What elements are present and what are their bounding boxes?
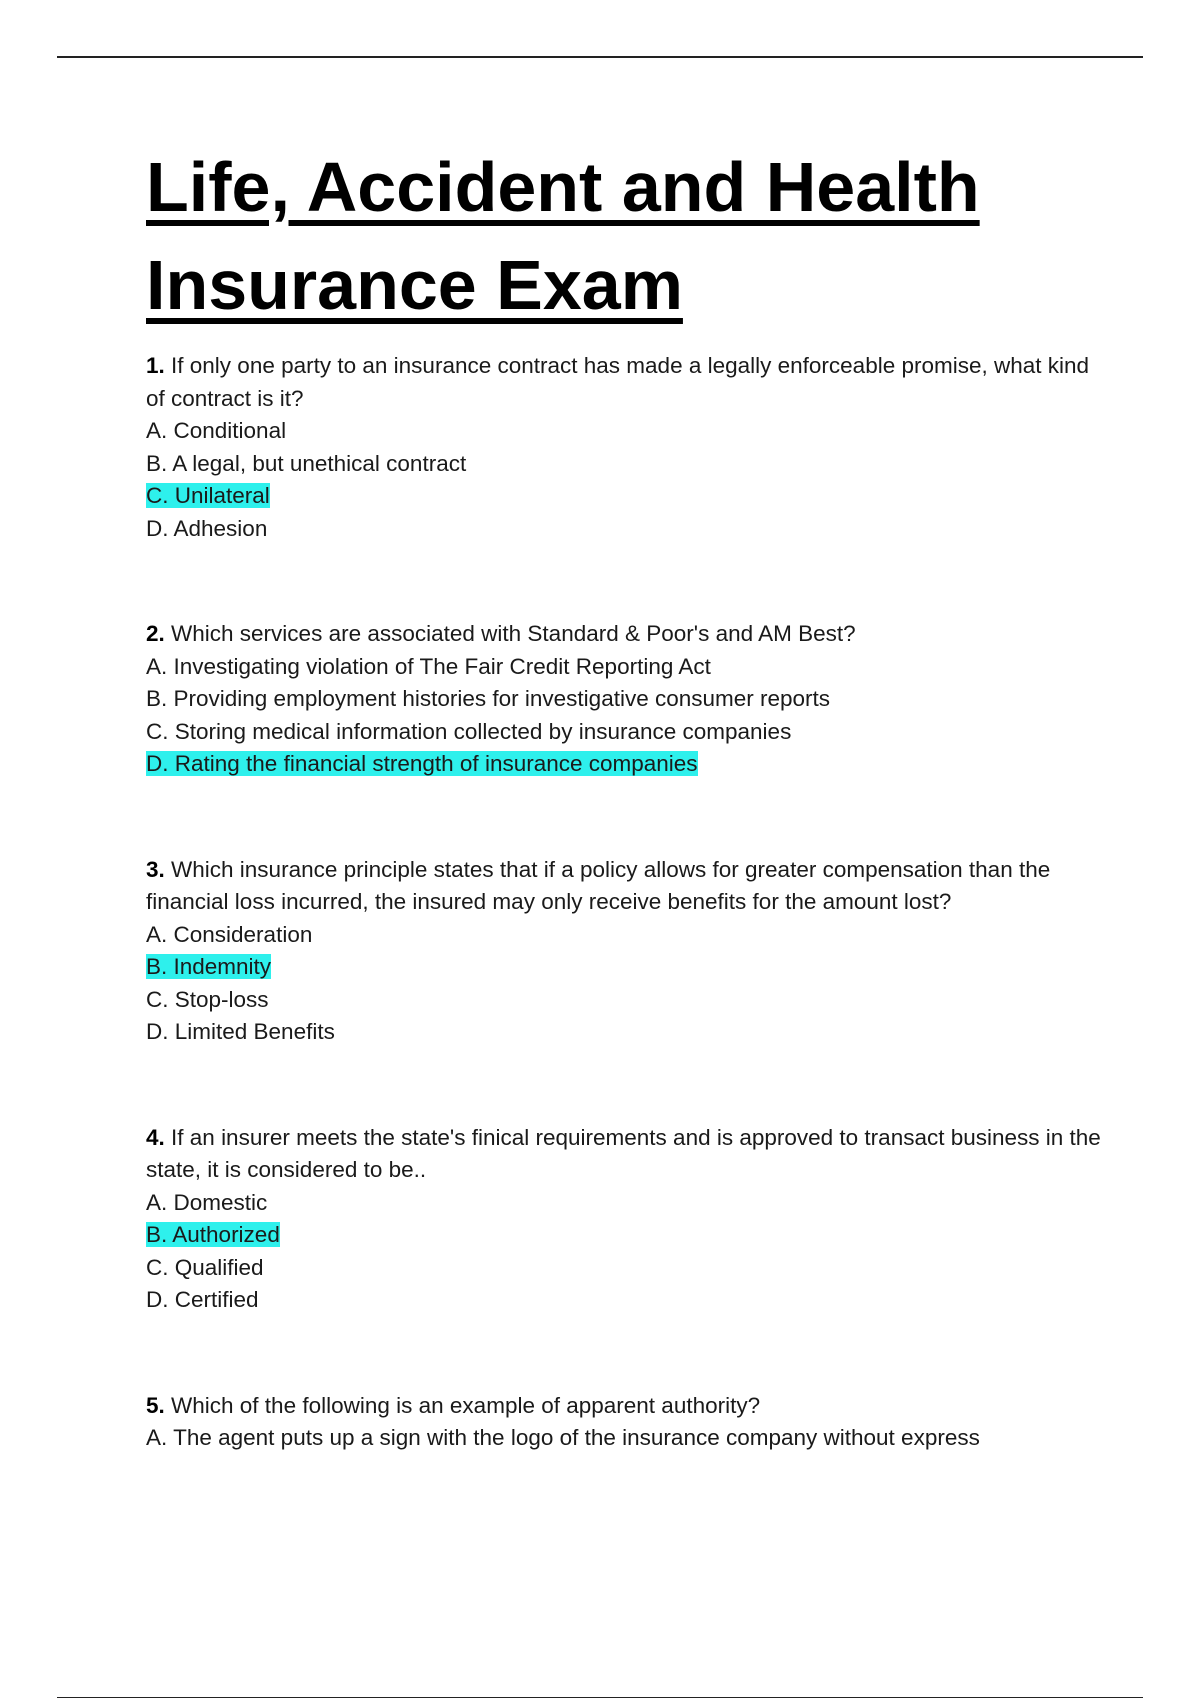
answer-option: C. Qualified bbox=[146, 1254, 264, 1280]
question-prompt: If an insurer meets the state's finical requirements and is approved to transact business in the state, it is considered to be.. bbox=[146, 1124, 1101, 1182]
question-prompt: If only one party to an insurance contract has made a legally enforceable promise, what kind of contract is it? bbox=[146, 353, 1090, 411]
question-2 bbox=[146, 618, 1106, 781]
title-line-2: Insurance Exam bbox=[146, 246, 683, 324]
answer-option: D. Limited Benefits bbox=[146, 1019, 335, 1044]
question-prompt: Which services are associated with Standard & Poor's and AM Best? bbox=[171, 621, 856, 646]
correct-answer-highlight: B. Indemnity bbox=[146, 954, 272, 979]
question-text bbox=[146, 618, 1106, 651]
question-list bbox=[146, 350, 1106, 1455]
document-body bbox=[146, 138, 1106, 1455]
question-number: 3. bbox=[146, 856, 165, 882]
question-4 bbox=[146, 1122, 1106, 1317]
bottom-rule bbox=[57, 1697, 1143, 1698]
top-rule bbox=[57, 56, 1143, 58]
answer-option-correct bbox=[146, 1219, 1106, 1252]
answer-option-correct bbox=[146, 951, 1106, 984]
answer-option-correct bbox=[146, 480, 1106, 513]
question-text bbox=[146, 1390, 1106, 1423]
question-text bbox=[146, 854, 1106, 919]
answer-option: A. Investigating violation of The Fair Credit Reporting Act bbox=[146, 653, 711, 679]
title-line-1: Life, Accident and Health bbox=[146, 148, 980, 226]
correct-answer-highlight: D. Rating the financial strength of insurance companies bbox=[146, 751, 698, 776]
answer-option: B. Providing employment histories for investigative consumer reports bbox=[146, 686, 831, 711]
question-3 bbox=[146, 854, 1106, 1049]
answer-option: C. Stop-loss bbox=[146, 986, 269, 1012]
answer-option: B. A legal, but unethical contract bbox=[146, 450, 467, 476]
answer-option: A. Domestic bbox=[146, 1189, 268, 1215]
question-number: 2. bbox=[146, 621, 165, 646]
question-prompt: Which of the following is an example of apparent authority? bbox=[171, 1392, 761, 1418]
question-prompt: Which insurance principle states that if a policy allows for greater compensation than the financial loss incurred, the insured may only receive benefits for the amount lost? bbox=[146, 856, 1051, 914]
question-number: 4. bbox=[146, 1124, 165, 1150]
page-title bbox=[146, 138, 1106, 334]
question-1 bbox=[146, 350, 1106, 545]
answer-option: A. The agent puts up a sign with the logo of the insurance company without express bbox=[146, 1425, 980, 1450]
answer-option: D. Certified bbox=[146, 1287, 259, 1312]
correct-answer-highlight: C. Unilateral bbox=[146, 483, 270, 508]
question-text bbox=[146, 1122, 1106, 1187]
question-text bbox=[146, 350, 1106, 415]
answer-option-correct bbox=[146, 748, 1106, 781]
answer-option: A. Consideration bbox=[146, 921, 313, 947]
question-number: 1. bbox=[146, 353, 165, 378]
question-number: 5. bbox=[146, 1392, 165, 1418]
question-5 bbox=[146, 1390, 1106, 1455]
correct-answer-highlight: B. Authorized bbox=[146, 1222, 280, 1247]
answer-option: C. Storing medical information collected by insurance companies bbox=[146, 718, 792, 744]
answer-option: A. Conditional bbox=[146, 418, 287, 443]
answer-option: D. Adhesion bbox=[146, 515, 268, 541]
